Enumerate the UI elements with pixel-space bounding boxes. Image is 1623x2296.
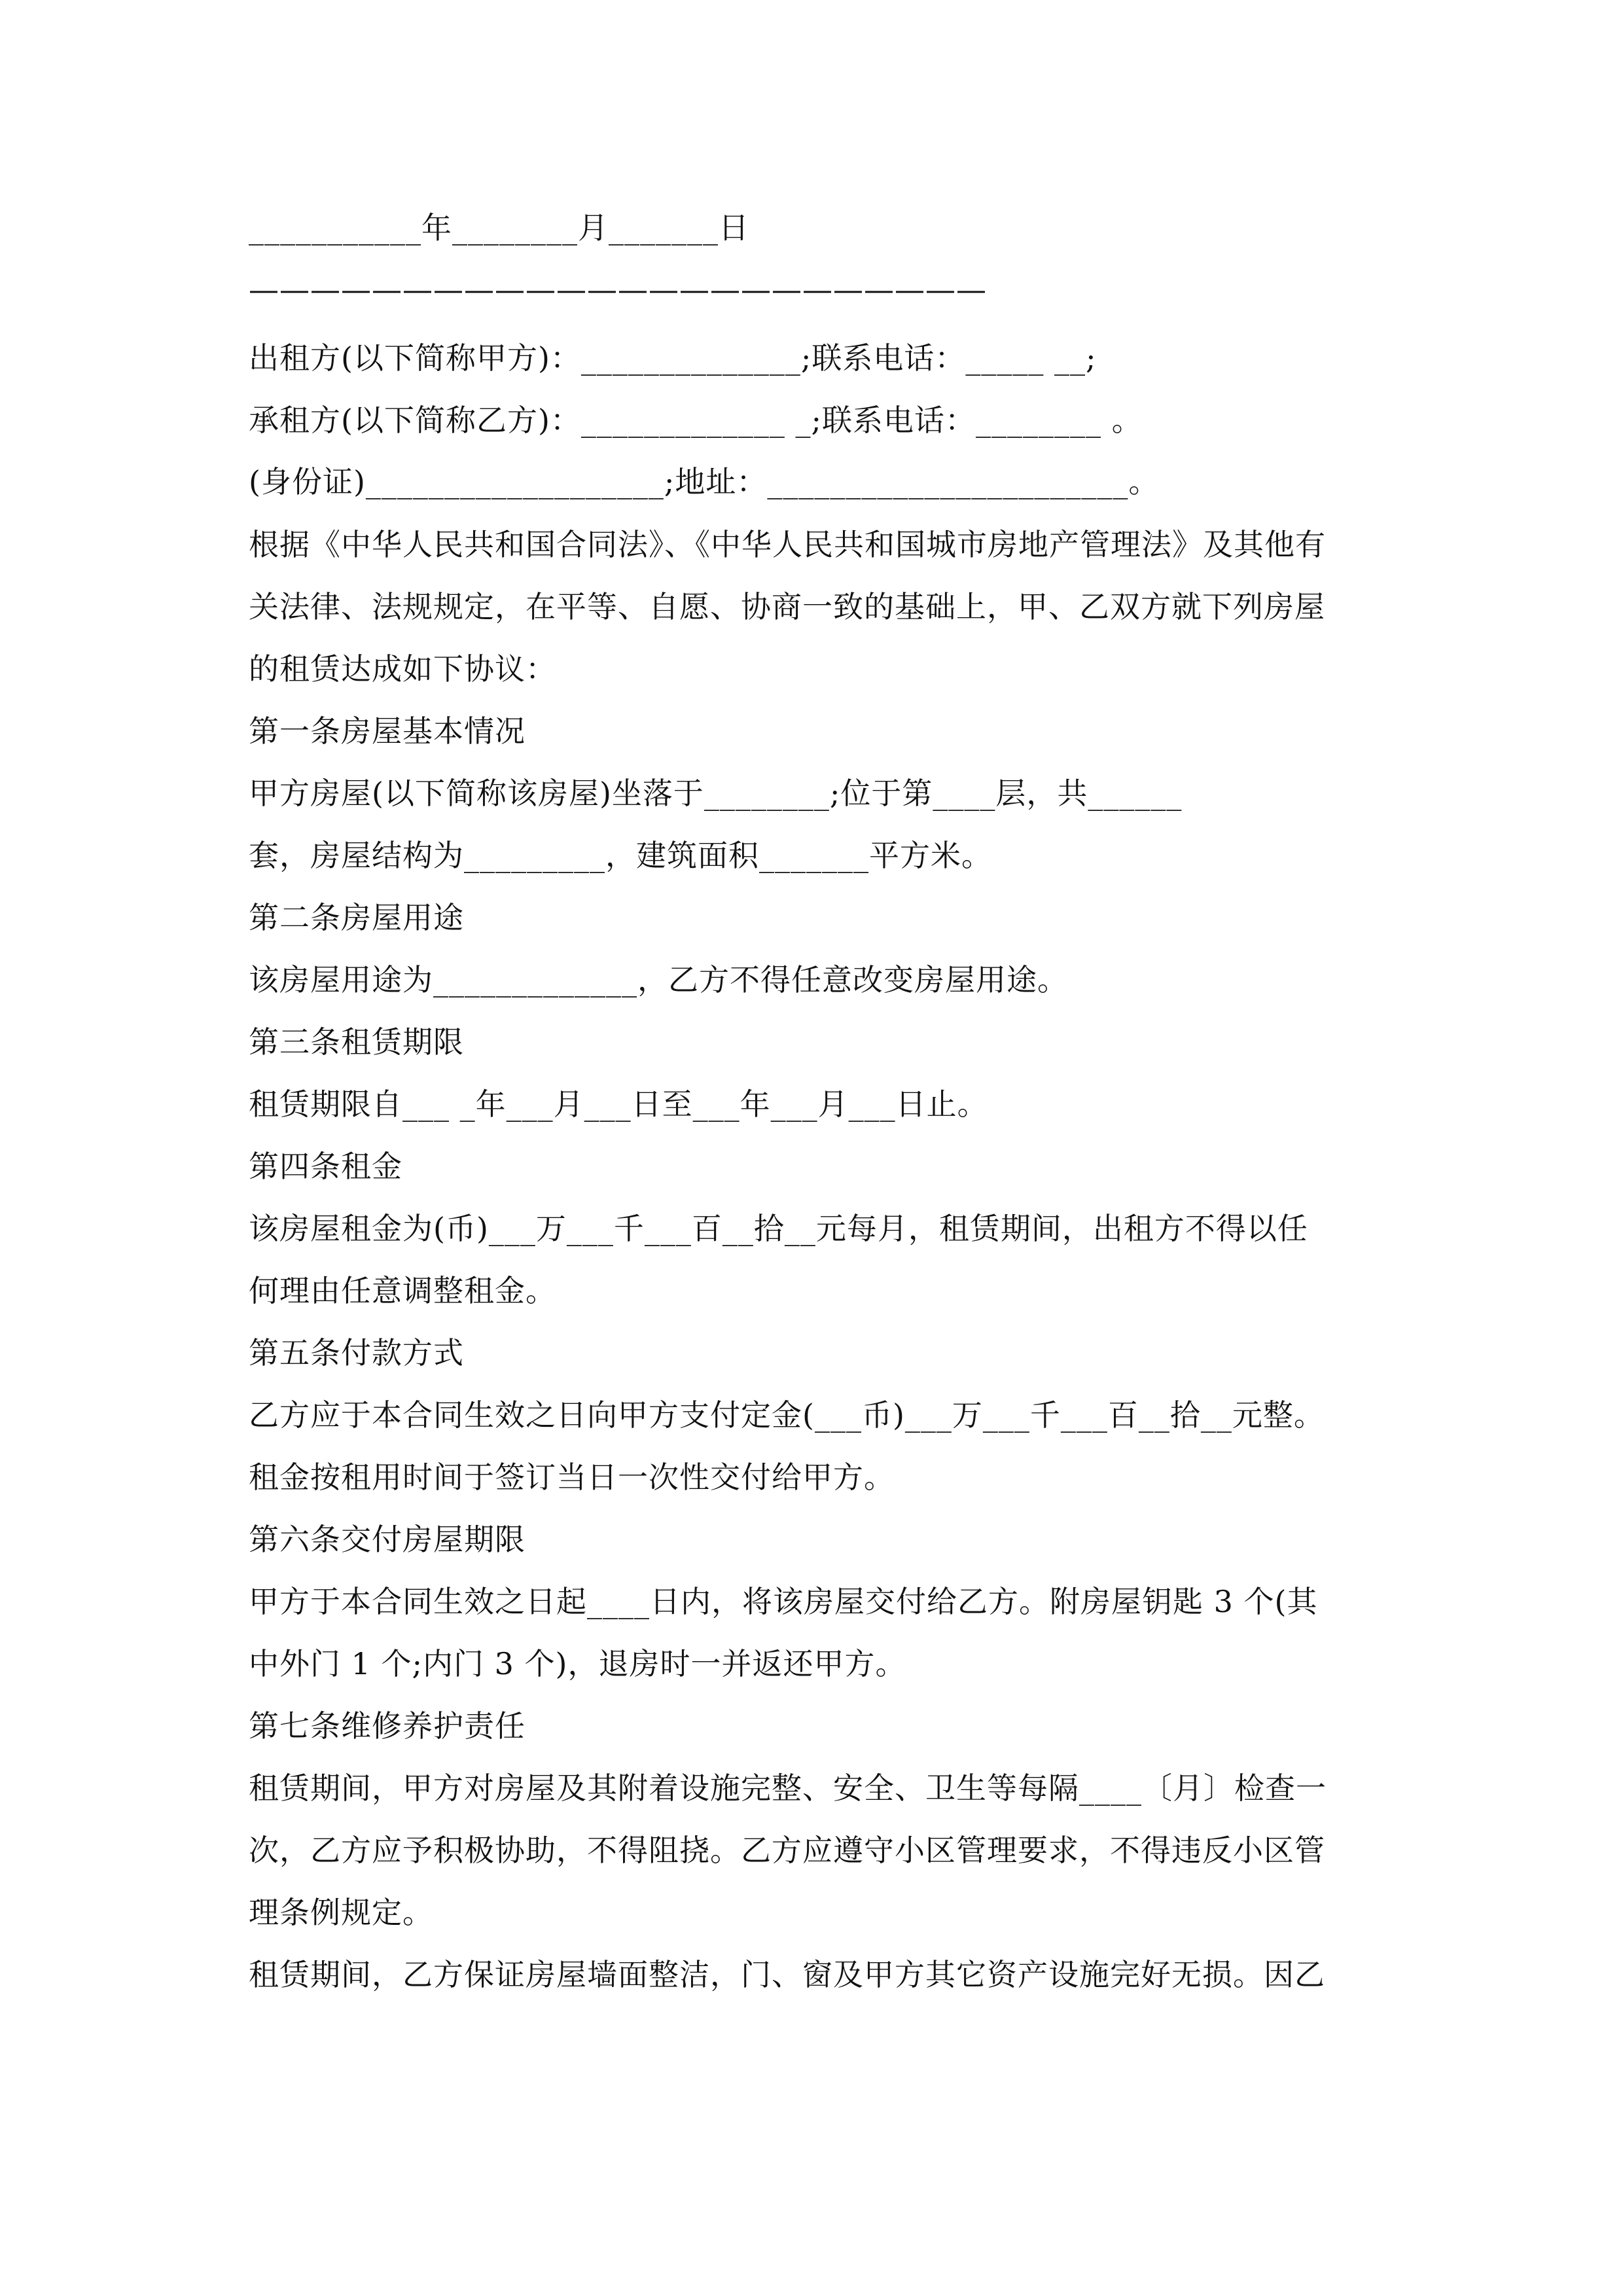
article-6-line-2: 中外门 1 个;内门 3 个)，退房时一并返还甲方。 xyxy=(249,1646,906,1681)
article-4-title: 第四条租金 xyxy=(249,1149,402,1184)
article-4-line-2: 何理由任意调整租金。 xyxy=(249,1273,556,1308)
article-3-title: 第三条租赁期限 xyxy=(249,1024,464,1060)
article-7-line-3: 理条例规定。 xyxy=(249,1895,433,1930)
lessee-line: 承租方(以下简称乙方)：_____________ _;联系电话：________ 。 xyxy=(249,403,1143,438)
article-6-line-1: 甲方于本合同生效之日起____日内，将该房屋交付给乙方。附房屋钥匙 3 个(其 xyxy=(249,1584,1318,1619)
article-7-line-1: 租赁期间，甲方对房屋及其附着设施完整、安全、卫生等每隔____〔月〕检查一 xyxy=(249,1770,1327,1806)
id-address-line: (身份证)___________________;地址：_______________________。 xyxy=(249,464,1160,499)
article-5-line-1: 乙方应于本合同生效之日向甲方支付定金(___币)___万___千___百__拾__元整。 xyxy=(249,1397,1325,1433)
article-1-title: 第一条房屋基本情况 xyxy=(249,713,526,749)
article-4-line-1: 该房屋租金为(币)___万___千___百__拾__元每月，租赁期间，出租方不得以任 xyxy=(249,1211,1308,1246)
article-1-line-2: 套，房屋结构为_________，建筑面积_______平方米。 xyxy=(249,838,992,873)
date-line: ___________年________月_______日 xyxy=(249,210,749,245)
preamble-line-2: 关法律、法规规定，在平等、自愿、协商一致的基础上，甲、乙双方就下列房屋 xyxy=(249,589,1325,624)
article-1-line-1: 甲方房屋(以下简称该房屋)坐落于________;位于第____层，共______ xyxy=(249,776,1183,811)
article-5-title: 第五条付款方式 xyxy=(249,1335,464,1371)
article-2-title: 第二条房屋用途 xyxy=(249,900,464,935)
article-7-line-4: 租赁期间，乙方保证房屋墙面整洁，门、窗及甲方其它资产设施完好无损。因乙 xyxy=(249,1957,1325,1992)
article-2-line-1: 该房屋用途为_____________，乙方不得任意改变房屋用途。 xyxy=(249,962,1068,997)
article-5-line-2: 租金按租用时间于签订当日一次性交付给甲方。 xyxy=(249,1460,895,1495)
preamble-line-3: 的租赁达成如下协议： xyxy=(249,651,556,687)
article-7-line-2: 次，乙方应予积极协助，不得阻挠。乙方应遵守小区管理要求，不得违反小区管 xyxy=(249,1833,1325,1868)
preamble-line-1: 根据《中华人民共和国合同法》、《中华人民共和国城市房地产管理法》及其他有 xyxy=(249,527,1326,562)
article-3-line-1: 租赁期限自___ _年___月___日至___年___月___日止。 xyxy=(249,1086,988,1122)
separator-line: ———————————————————————— xyxy=(249,272,987,307)
lessor-line: 出租方(以下简称甲方)：______________;联系电话：_____ __; xyxy=(249,340,1097,376)
article-7-title: 第七条维修养护责任 xyxy=(249,1708,526,1744)
article-6-title: 第六条交付房屋期限 xyxy=(249,1522,526,1557)
